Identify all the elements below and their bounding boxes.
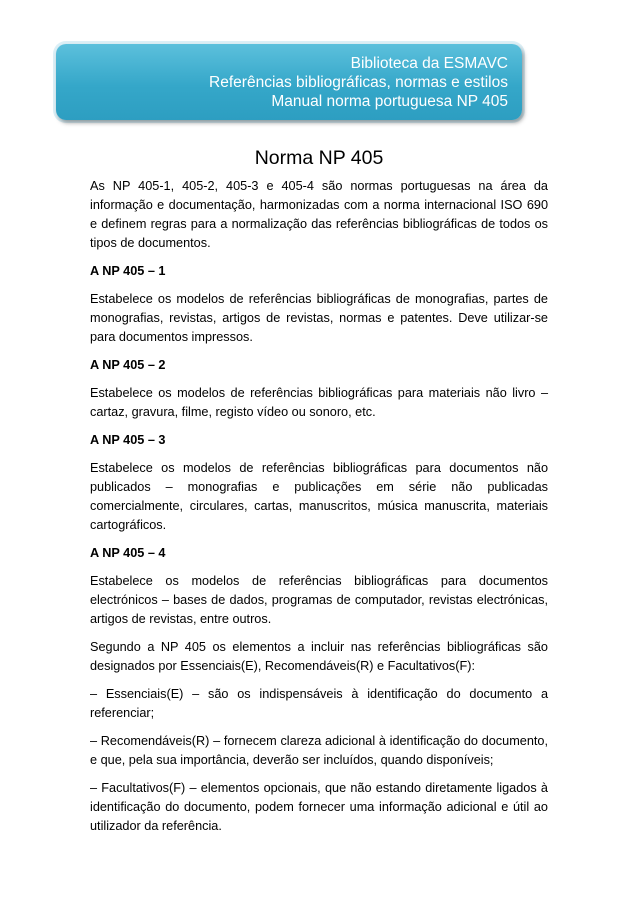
section-text-np405-1: Estabelece os modelos de referências bibliográficas de monografias, partes de monografias, revistas, artigos de revistas, normas e patentes. Deve utilizar-se para documentos impressos. <box>90 292 548 344</box>
section-heading-np405-2: A NP 405 – 2 <box>90 358 166 372</box>
element-facultativos: – Facultativos(F) – elementos opcionais, que não estando diretamente ligados à identificação do documento, podem fornecer uma informação adicional e útil ao utilizador da referência. <box>90 781 548 833</box>
section-text-np405-4: Estabelece os modelos de referências bibliográficas para documentos electrónicos – bases de dados, programas de computador, revistas electrónicas, artigos de revistas, entre outros. <box>90 574 548 626</box>
elements-intro-paragraph: Segundo a NP 405 os elementos a incluir nas referências bibliográficas são designados por Essenciais(E), Recomendáveis(R) e Facultativos(F): <box>90 640 548 673</box>
header-banner <box>56 44 522 120</box>
element-essenciais: – Essenciais(E) – são os indispensáveis à identificação do documento a referenciar; <box>90 687 548 720</box>
section-heading-np405-1: A NP 405 – 1 <box>90 264 166 278</box>
document-body <box>90 146 548 845</box>
banner-manual-name: Manual norma portuguesa NP 405 <box>271 93 508 110</box>
section-text-np405-2: Estabelece os modelos de referências bibliográficas para materiais não livro – cartaz, gravura, filme, registo vídeo ou sonoro, etc. <box>90 386 548 419</box>
element-recomendaveis: – Recomendáveis(R) – fornecem clareza adicional à identificação do documento, e que, pela sua importância, deverão ser incluídos, quando disponíveis; <box>90 734 548 767</box>
banner-library-name: Biblioteca da ESMAVC <box>350 55 508 72</box>
banner-subtitle: Referências bibliográficas, normas e estilos <box>209 74 508 91</box>
section-heading-np405-4: A NP 405 – 4 <box>90 546 166 560</box>
page-title: Norma NP 405 <box>254 147 384 169</box>
intro-paragraph: As NP 405-1, 405-2, 405-3 e 405-4 são normas portuguesas na área da informação e documentação, harmonizadas com a norma internacional ISO 690 e definem regras para a normalização das referências bibliográficas de todos os tipos de documentos. <box>90 179 548 250</box>
section-text-np405-3: Estabelece os modelos de referências bibliográficas para documentos não publicados – monografias e publicações em série não publicadas comercialmente, circulares, cartas, manuscritos, música manuscrita, materiais cartográficos. <box>90 461 548 532</box>
section-heading-np405-3: A NP 405 – 3 <box>90 433 166 447</box>
